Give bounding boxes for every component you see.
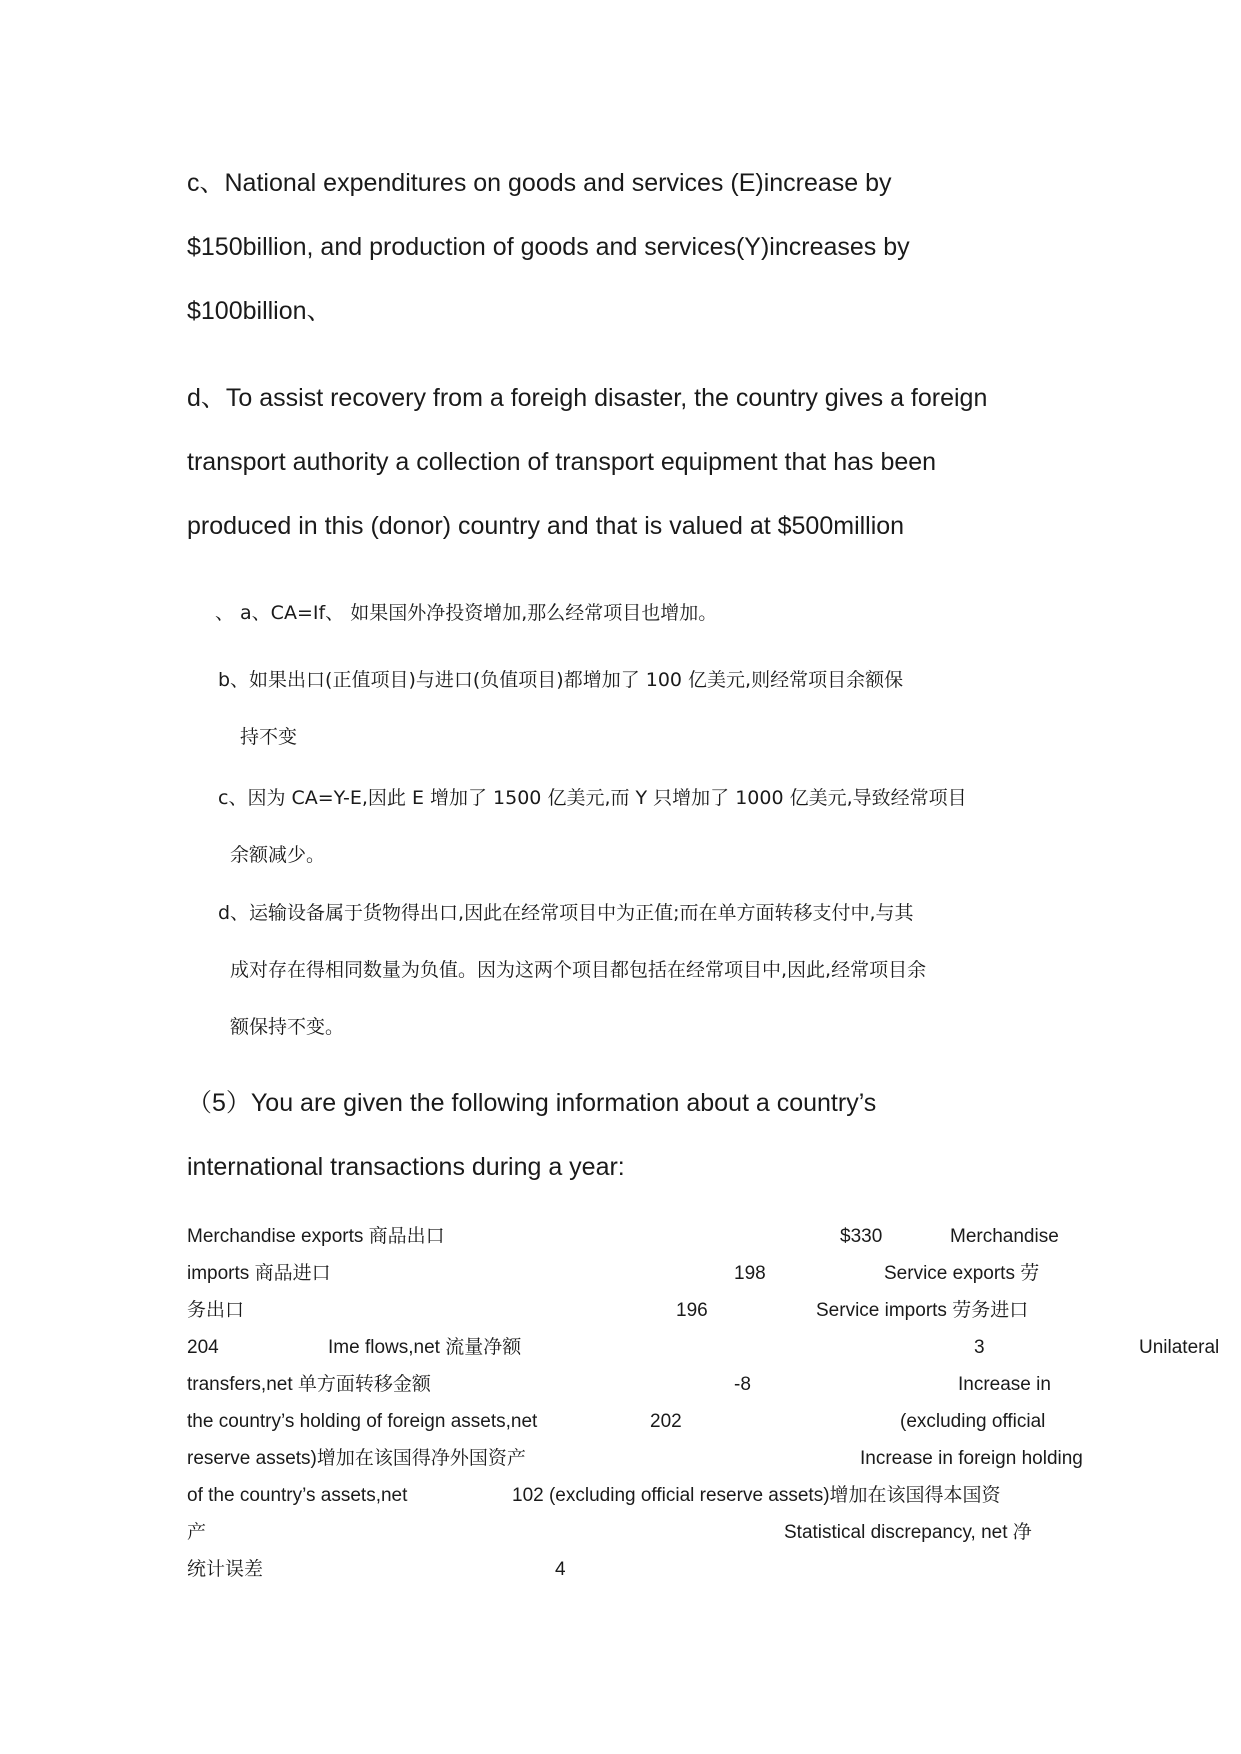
table-cell: -8 <box>734 1374 751 1395</box>
table-row <box>187 1440 1237 1477</box>
table-cell: 204 <box>187 1337 219 1358</box>
text-line: $150billion, and production of goods and services(Y)increases by <box>187 233 910 261</box>
table-cell: Unilateral <box>1139 1337 1220 1358</box>
table-cell: 务出口 <box>187 1300 245 1321</box>
table-cell: Statistical discrepancy, net 净 <box>784 1522 1032 1543</box>
table-cell: 4 <box>555 1559 566 1580</box>
transactions-table <box>187 1218 1237 1588</box>
question-title: （5）You are given the following information about a country’s <box>187 1089 877 1117</box>
text-line: transport authority a collection of transport equipment that has been <box>187 448 937 476</box>
answer-b <box>218 652 903 766</box>
table-row <box>187 1366 1237 1403</box>
table-cell: Ime flows,net 流量净额 <box>328 1337 522 1358</box>
table-cell: Service imports 劳务进口 <box>816 1300 1029 1321</box>
answer-line: 持不变 <box>240 726 298 748</box>
answer-d <box>218 885 926 1056</box>
table-cell: imports 商品进口 <box>187 1263 331 1284</box>
table-row <box>187 1514 1237 1551</box>
answer-line: 成对存在得相同数量为负值。因为这两个项目都包括在经常项目中,因此,经常项目余 <box>230 959 927 981</box>
question-5-paragraph <box>187 1071 1047 1199</box>
answer-line: 额保持不变。 <box>230 1016 345 1038</box>
text-line: d、To assist recovery from a foreigh disaster, the country gives a foreign <box>187 384 988 412</box>
answer-line: 、 a、CA=If、 如果国外净投资增加,那么经常项目也增加。 <box>215 602 718 624</box>
answer-line: d、运输设备属于货物得出口,因此在经常项目中为正值;而在单方面转移支付中,与其 <box>218 902 914 924</box>
table-cell: Increase in <box>958 1374 1051 1395</box>
table-row <box>187 1551 1237 1588</box>
table-row <box>187 1477 1237 1514</box>
answer-line: c、因为 CA=Y-E,因此 E 增加了 1500 亿美元,而 Y 只增加了 1000 亿美元,导致经常项目 <box>218 787 967 809</box>
table-cell: Service exports 劳 <box>884 1263 1040 1284</box>
table-cell: of the country’s assets,net <box>187 1485 408 1506</box>
text-line: produced in this (donor) country and that is valued at $500million <box>187 512 905 540</box>
table-cell: transfers,net 单方面转移金额 <box>187 1374 431 1395</box>
table-row <box>187 1292 1237 1329</box>
part-d-paragraph <box>187 366 1047 558</box>
table-cell: Merchandise <box>950 1226 1059 1247</box>
table-row <box>187 1255 1237 1292</box>
table-cell: $330 <box>840 1226 883 1247</box>
text-line: c、National expenditures on goods and services (E)increase by <box>187 169 892 197</box>
table-cell: 统计误差 <box>187 1559 264 1580</box>
table-cell: reserve assets)增加在该国得净外国资产 <box>187 1448 526 1469</box>
text-line: international transactions during a year: <box>187 1153 625 1181</box>
answer-c <box>218 770 967 884</box>
part-c-paragraph <box>187 151 1047 343</box>
answer-line: 余额减少。 <box>230 844 326 866</box>
table-row <box>187 1329 1237 1366</box>
table-cell: Merchandise exports 商品出口 <box>187 1226 445 1247</box>
table-cell: Increase in foreign holding <box>860 1448 1083 1469</box>
answer-a <box>215 585 717 642</box>
table-row <box>187 1218 1237 1255</box>
table-cell: 196 <box>676 1300 708 1321</box>
table-cell: 202 <box>650 1411 682 1432</box>
table-cell: 3 <box>974 1337 985 1358</box>
answer-line: b、如果出口(正值项目)与进口(负值项目)都增加了 100 亿美元,则经常项目余额保 <box>218 669 904 691</box>
table-cell: 产 <box>187 1522 207 1543</box>
table-cell: 198 <box>734 1263 766 1284</box>
table-cell: the country’s holding of foreign assets,net <box>187 1411 538 1432</box>
text-line: $100billion、 <box>187 297 332 325</box>
table-row <box>187 1403 1237 1440</box>
table-cell: 102 (excluding official reserve assets)增加在该国得本国资 <box>512 1485 1001 1506</box>
table-cell: (excluding official <box>900 1411 1046 1432</box>
